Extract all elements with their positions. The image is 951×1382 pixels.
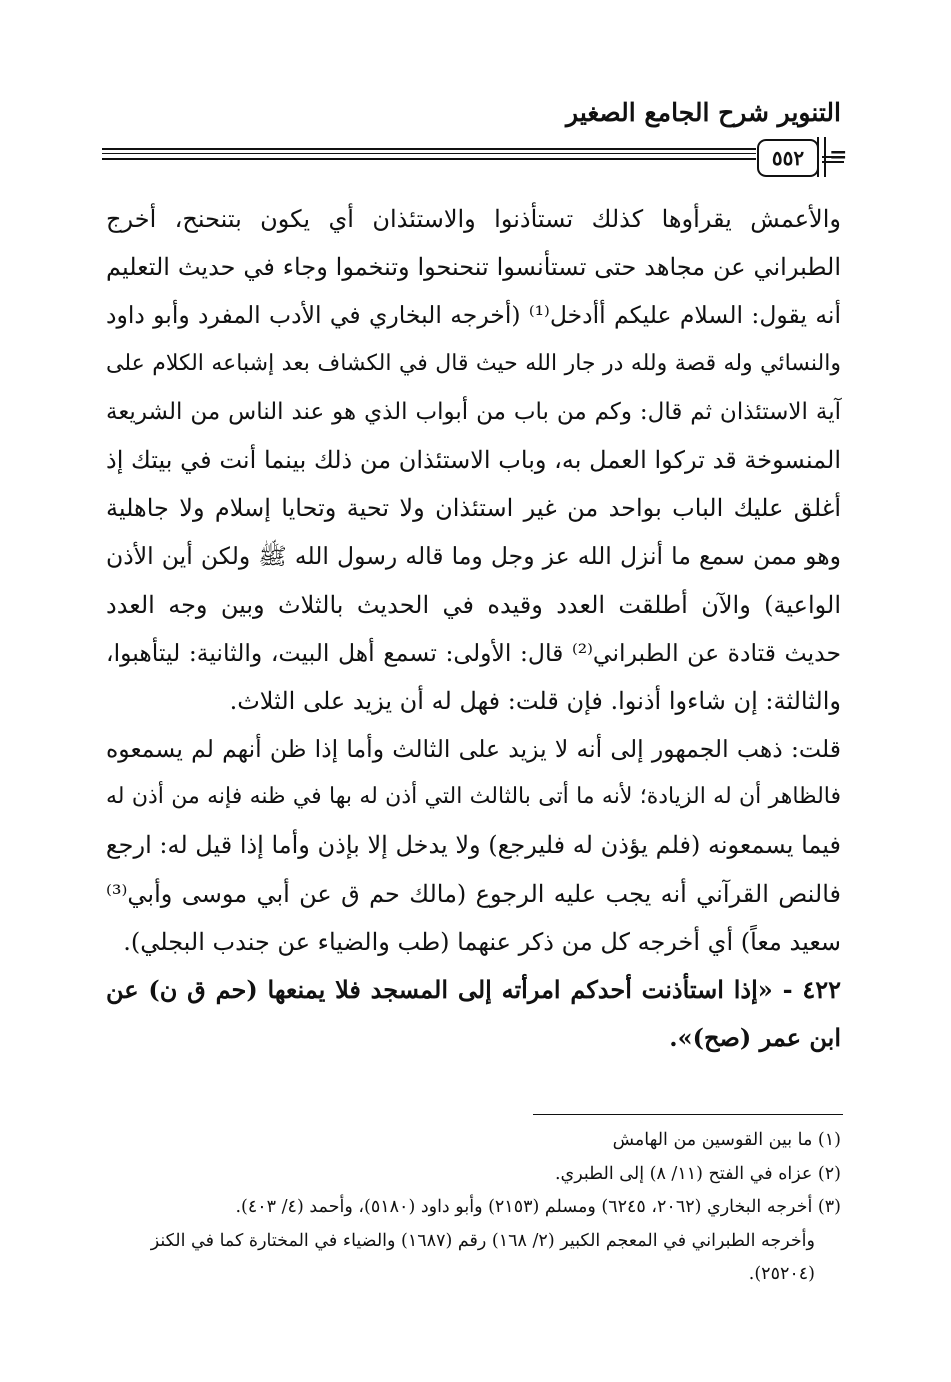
text-line: فالظاهر أن له الزيادة؛ لأنه ما أتى بالثالث التي أذن له بها في ظنه فإنه من أذن له xyxy=(106,784,841,810)
footnotes xyxy=(106,1124,841,1292)
footnote: (٢) عزاه في الفتح (١١/ ٨) إلى الطبري. xyxy=(554,1163,841,1184)
text-line: فيما يسمعونه (فلم يؤذن له فليرجع) ولا يدخل إلا بإذن وأما إذا قيل له: ارجع xyxy=(105,831,841,860)
footnote: (١) ما بين القوسين من الهامش xyxy=(612,1130,841,1150)
page-number-box xyxy=(757,139,819,177)
page-number: ٥٥٢ xyxy=(771,146,805,170)
text-line: آية الاستئذان ثم قال: وكم من باب من أبواب الذي هو عند الناس من الشريعة xyxy=(106,398,841,425)
text-line: الواعية) والآن أطلقت العدد وقيده في الحديث بالثلاث وبين وجه العدد xyxy=(106,590,841,619)
text-line: وهو ممن سمع ما أنزل الله عز وجل وما قاله رسول الله ﷺ ولكن أين الأذن xyxy=(106,542,841,571)
running-header-title: التنوير شرح الجامع الصغير xyxy=(566,98,841,127)
footnote-separator xyxy=(533,1114,843,1115)
text-line: أغلق عليك الباب بواحد من غير استئذان ولا تحية وتحايا إسلام ولا جاهلية xyxy=(106,494,841,523)
header-equals-mark: = xyxy=(829,142,848,168)
main-text xyxy=(106,195,841,1062)
footnote: (٣) أخرجه البخاري (٢٠٦٢، ٦٢٤٥) ومسلم (٢١٥٣) وأبو داود (٥١٨٠)، وأحمد (٤/ ٤٠٣). xyxy=(235,1197,841,1217)
footnote-continuation: (٢٥٢٠٤). xyxy=(748,1264,815,1284)
hadith-line: ٤٢٢ - «إذا استأذنت أحدكم امرأته إلى المسجد فلا يمنعها (حم ق ن) عن xyxy=(106,975,841,1004)
header-rule-bottom xyxy=(102,158,756,160)
text-line: المنسوخة قد تركوا العمل به، وباب الاستئذان من ذلك بينما أنت في بيتك إذ xyxy=(106,445,841,474)
hadith-line: ابن عمر (صح)». xyxy=(669,1023,841,1053)
text-line: الطبراني عن مجاهد حتى تستأنسوا تنحنحوا وتنخموا وجاء في حديث التعليم xyxy=(106,253,841,282)
text-line: أنه يقول: السلام عليكم أأدخل⁽¹⁾ (أخرجه البخاري في الأدب المفرد وأبو داود xyxy=(106,301,841,330)
text-line: سعيد معاً) أي أخرجه كل من ذكر عنهما (طب والضياء عن جندب البجلي). xyxy=(123,927,841,956)
text-line: حديث قتادة عن الطبراني⁽²⁾ قال: الأولى: تسمع أهل البيت، والثانية: ليتأهبوا، xyxy=(106,638,841,667)
text-line: والنسائي وله قصة ولله در جار الله حيث قال في الكشاف بعد إشباعه الكلام على xyxy=(106,350,841,376)
header-rule-middle xyxy=(102,153,756,154)
text-line: قلت: ذهب الجمهور إلى أنه لا يزيد على الثالث وأما إذا ظن أنهم لم يسمعوه xyxy=(106,735,841,764)
footnote-continuation: وأخرجه الطبراني في المعجم الكبير (٢/ ١٦٨) رقم (١٦٨٧) والضياء في المختارة كما في الكنز xyxy=(150,1230,815,1251)
text-line: والأعمش يقرأوها كذلك تستأذنوا والاستئذان أي يكون بتنحنح، أخرج xyxy=(106,205,841,233)
text-line: والثالثة: إن شاءوا أذنوا. فإن قلت: فهل له أن يزيد على الثلاث. xyxy=(229,686,841,715)
text-line: فالنص القرآني أنه يجب عليه الرجوع (مالك حم ق عن أبي موسى وأبي⁽³⁾ xyxy=(106,879,841,908)
header-rule-top xyxy=(102,148,756,150)
